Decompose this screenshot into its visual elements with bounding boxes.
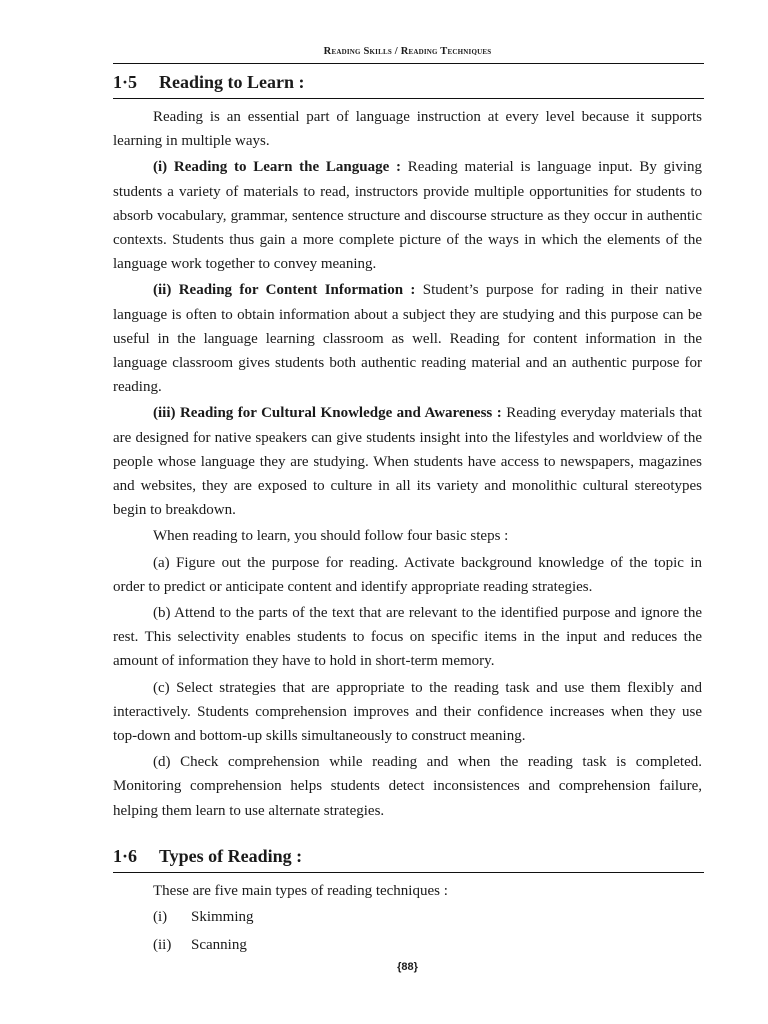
point-paragraph xyxy=(113,278,702,399)
section-1-6-body xyxy=(113,879,702,962)
header-rule xyxy=(113,63,704,64)
list-item xyxy=(113,933,702,957)
section-number: 1·6 xyxy=(113,846,138,866)
step-paragraph: (b) Attend to the parts of the text that are relevant to the identified purpose and ignore the rest. This selectivity enables students to focus on specific items in the input and reduces the amount of information they have to hold in short-term memory. xyxy=(113,605,702,670)
section-heading-1-6 xyxy=(113,846,704,873)
point-paragraph xyxy=(113,401,702,522)
section-number: 1·5 xyxy=(113,72,138,92)
section-rule xyxy=(113,98,704,99)
step-paragraph: (c) Select strategies that are appropriate to the reading task and use them flexibly and interactively. Students comprehension improves and their confidence increases when they use top-down and bottom-up skills simultaneously to construct meaning. xyxy=(113,679,702,745)
section-heading-1-5 xyxy=(113,72,704,99)
point-label: (i) Reading to Learn the Language : xyxy=(153,159,402,176)
point-text: Reading material is language input. By giving students a variety of materials to read, instructors provide multiple opportunities for students to absorb vocabulary, grammar, sentence structure and discourse structure as they occur in authentic contexts. Students thus gain a more complete picture of the ways in which the elements of the language work together to convey meaning. xyxy=(113,159,703,273)
point-paragraph xyxy=(113,155,702,276)
page-number: {88} xyxy=(397,961,418,973)
intro-paragraph: These are five main types of reading techniques : xyxy=(153,883,448,899)
list-item-text: Scanning xyxy=(191,937,247,954)
list-item-text: Skimming xyxy=(191,909,254,926)
list-item-label: (i) xyxy=(153,909,168,926)
list-item xyxy=(113,905,702,929)
point-text: Student’s purpose for rading in their native language is often to obtain information about a subject they are studying and this purpose can be useful in the language learning classroom as well. Reading for content information in the language classroom gives students both authentic reading material and an authentic purpose for reading. xyxy=(113,282,702,396)
section-title: Types of Reading : xyxy=(159,846,303,866)
point-label: (ii) Reading for Content Information : xyxy=(153,282,416,299)
point-text: Reading everyday materials that are designed for native speakers can give students insight into the lifestyles and worldview of the people whose language they are studying. When students have access to newspapers, magazines and websites, they are exposed to culture in all its variety and monolithic cultural stereotypes begin to breakdown. xyxy=(113,405,702,519)
intro-paragraph: Reading is an essential part of language instruction at every level because it supports learning in multiple ways. xyxy=(113,109,702,150)
running-header: Reading Skills / Reading Techniques xyxy=(323,46,492,57)
list-item-label: (ii) xyxy=(153,937,172,954)
point-label: (iii) Reading for Cultural Knowledge and Awareness : xyxy=(153,405,502,422)
section-1-5-body xyxy=(113,105,702,825)
steps-intro: When reading to learn, you should follow four basic steps : xyxy=(153,528,509,545)
section-title: Reading to Learn : xyxy=(159,72,305,92)
section-rule xyxy=(113,872,704,873)
step-paragraph: (d) Check comprehension while reading and when the reading task is completed. Monitoring comprehension helps students detect inconsistences and comprehension failure, helping them learn to use alternate strategies. xyxy=(113,754,702,819)
step-paragraph: (a) Figure out the purpose for reading. Activate background knowledge of the topic in order to predict or anticipate content and identify appropriate reading strategies. xyxy=(113,554,702,595)
